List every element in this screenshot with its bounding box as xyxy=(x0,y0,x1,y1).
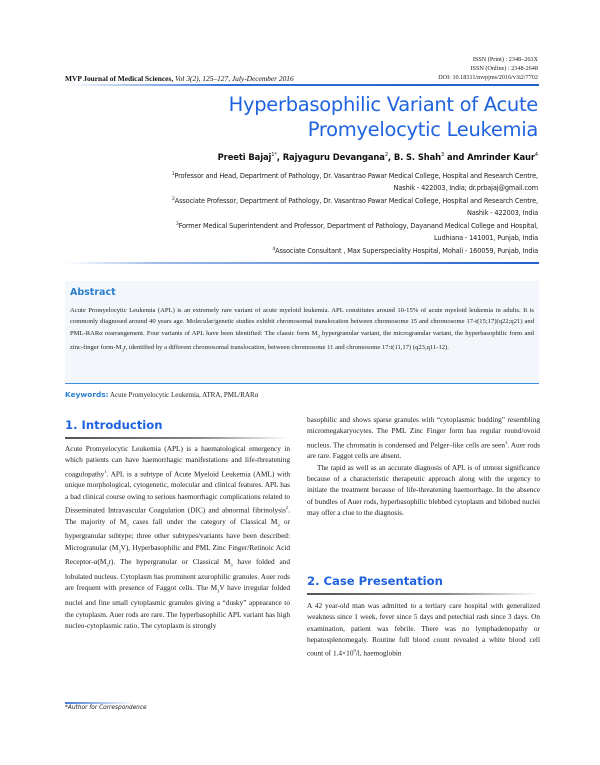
doi[interactable]: DOI: 10.18311/mvpjms/2016/v3i2/7702 xyxy=(438,74,538,81)
affiliation-text: Nashik - 422003, India xyxy=(466,208,538,217)
text-run: V have irregular folded nuclei and fine small cytoplasmic granules giving a “dusky” appearance to the cytoplasm. Auer rods are rare. The hyperbasophilic APL variant has high nucleo-cytoplasmic ratio. The cytoplasm is strongly xyxy=(65,583,290,630)
text-run: r). The hypergranular or Classical M xyxy=(108,557,231,567)
text-run: Acute Promyelocytic Leukemia (APL) is a haematological emergency in which patients can have haemorrhagic manifestations and life-threatening coagulopathy xyxy=(65,444,290,479)
text-run: V), Hyperbasophilic and PML Zinc Finger/Retinoic Acid Receptor-α(M xyxy=(65,542,290,567)
abstract-text-part: Acute Promyelocytic Leukemia (APL) is an extremely rare variant of acute myeloid leukemia. APL constitutes around 10-15% of acute myeloid leukemia in adults. It is commonly diagnosed around 40 years age. Molecular/genetic studies exhibit chromosomal translocation between chromosome 15 and chromosome 17-t(15;17)(q22;q21) and PML-RARα rearrangement. Four variants of APL have been identified: The classic form M xyxy=(70,307,534,337)
affiliation-text: Associate Professor, Department of Pathology, Dr. Vasantrao Pawar Medical College, Hospital and Research Centre, xyxy=(174,197,538,206)
author-sup: 4 xyxy=(534,152,538,159)
keywords xyxy=(65,390,258,399)
affiliations xyxy=(58,169,538,258)
journal-name: MVP Journal of Medical Sciences, xyxy=(65,74,174,83)
issn-block xyxy=(438,55,538,82)
subscript: 3 xyxy=(106,562,109,568)
subscript: 3 xyxy=(118,548,121,554)
affiliation-divider xyxy=(65,262,539,264)
journal-volume: Vol 3(2), 125–127, July-December 2016 xyxy=(173,74,294,83)
subscript: 3 xyxy=(317,333,320,339)
subscript: 3 xyxy=(277,522,280,528)
header-divider xyxy=(65,84,539,86)
keywords-text: Acute Promyelocytic Leukemia, ATRA, PML/RARα xyxy=(108,391,259,399)
author-list xyxy=(218,152,538,162)
author-sup: 1* xyxy=(271,152,277,159)
text-run: or hypergranular subtype; three other subtypes/variants have been described: Microgranular (M xyxy=(65,516,291,552)
section-heading-introduction: 1. Introduction xyxy=(65,418,163,432)
affiliation-sup: 3 xyxy=(175,222,179,227)
correspondence-footnote: *Author for Correspondence xyxy=(65,705,147,711)
abstract-text-part: r, identified by a different chromosomal translocation, between chromosome 11 and chromosome 17:t(11,17) (q23,q11-12). xyxy=(123,343,449,351)
text-run: have folded and lobulated nucleus. Cytoplasm has prominent azurophilic granules. Auer rods are frequent with presence of Faggot cells. The M xyxy=(65,557,290,593)
affiliation-text: Ludhiana - 141001, Punjab, India xyxy=(434,233,538,242)
superscript: 9 xyxy=(353,648,356,654)
text-run: /l, haemoglobin xyxy=(355,648,402,658)
section-divider xyxy=(65,437,290,439)
author-name: Amrinder Kaur xyxy=(467,152,535,162)
text-run: . The majority of M xyxy=(65,505,290,526)
text-run: . APL is a subtype of Acute Myeloid Leukemia (AML) with unique morphological, cytogenetic, molecular and clinical features. APL has a bad clinical course owing to serious haemorrhagic complications related to Disseminated Intravascular Coagulation (DIC) and abnormal fibrinolysis xyxy=(65,469,290,515)
citation-ref: 2 xyxy=(285,504,289,510)
affiliation-sup: 1 xyxy=(171,172,175,177)
title-line-2: Promyelocytic Leukemia xyxy=(307,118,538,141)
author-sup: 2 xyxy=(384,152,388,159)
affiliation-text: Associate Consultant , Max Superspeciality Hospital, Mohali - 160059, Punjab, India xyxy=(275,247,538,256)
affiliation-1 xyxy=(58,169,538,194)
introduction-paragraph-1 xyxy=(65,443,290,631)
subscript: 3 xyxy=(230,562,233,568)
affiliation-sup: 4 xyxy=(272,247,276,252)
section-heading-case-presentation: 2. Case Presentation xyxy=(307,574,443,588)
case-presentation-column xyxy=(307,600,540,659)
affiliation-text: Former Medical Superintendent and Professor, Department of Pathology, Dayanand Medical College and Hospital, xyxy=(178,222,538,231)
case-paragraph-1 xyxy=(307,600,540,659)
author-name: Preeti Bajaj xyxy=(217,152,272,162)
author-sup: 3 xyxy=(441,152,445,159)
issn-print: ISSN (Print) : 2348–263X xyxy=(472,56,538,63)
issn-online: ISSN (Online) : 2348-2648 xyxy=(470,65,538,72)
keywords-label: Keywords: xyxy=(65,390,109,399)
subscript: 3 xyxy=(126,522,129,528)
affiliation-text: Nashik - 422003, India; dr.prbajaj@gmail.com xyxy=(393,183,538,192)
footnote-divider xyxy=(65,702,135,704)
author-separator: and xyxy=(444,152,468,162)
introduction-paragraph-2: The rapid as well as an accurate diagnosis of APL is of utmost significance because of a characteristic therapeutic approach along with the urgency to initiate the treatment because of life-threatening haemorrhage. In the absence of bundles of Auer rods, hyperbasophilic blebbed cytoplasm and bilobed nuclei may offer a clue to the diagnosis. xyxy=(307,462,540,517)
affiliation-4 xyxy=(58,244,538,258)
affiliation-sup: 2 xyxy=(172,197,175,202)
article-title xyxy=(118,92,538,142)
text-run: . Auer rods are rare. Faggot cells are absent. xyxy=(307,440,540,461)
title-line-1: Hyperbasophilic Variant of Acute xyxy=(228,93,538,116)
subscript: 3 xyxy=(217,588,220,594)
subscript: 3 xyxy=(121,346,124,352)
author-separator: , xyxy=(387,152,394,162)
author-separator: , xyxy=(276,152,283,162)
author-name: B. S. Shah xyxy=(393,152,442,162)
introduction-paragraph-1-continued xyxy=(307,414,540,462)
abstract-heading: Abstract xyxy=(70,287,116,298)
citation-ref: 1 xyxy=(104,468,107,474)
text-run: cases fall under the category of Classical M xyxy=(128,516,278,526)
text-run: basophilic and shows sparse granules with “cytoplasmic budding” resembling micromegakaryocytes. The PML Zinc Finger form has regular round/ovoid nucleus. The chromatin is condensed and Pelger–like cells are seen xyxy=(307,415,540,450)
introduction-column-right xyxy=(307,414,540,518)
abstract-text xyxy=(70,305,534,355)
introduction-column-left xyxy=(65,443,290,631)
journal-citation xyxy=(65,74,294,83)
abstract-text-part: hypergranular variant, the microgranular variant, the hyperbasophilic form and zinc-finger form-M xyxy=(70,329,534,351)
text-run: A 42 year-old man was admitted to a tertiary care hospital with generalized weakness since 1 week, fever since 5 days and petechial rash since 3 days. On examination, patient was febrile. There was no lymphadenopathy or hepatosplenomegaly. Routine full blood count revealed a white blood cell count of 1.4×10 xyxy=(307,601,540,658)
section-divider xyxy=(307,593,540,595)
affiliation-text: Professor and Head, Department of Pathology, Dr. Vasantrao Pawar Medical College, Hospital and Research Centre, xyxy=(174,172,538,181)
citation-ref: 3 xyxy=(505,439,508,445)
author-name: Rajyaguru Devangana xyxy=(282,152,385,162)
affiliation-2 xyxy=(58,194,538,219)
affiliation-3 xyxy=(58,219,538,244)
